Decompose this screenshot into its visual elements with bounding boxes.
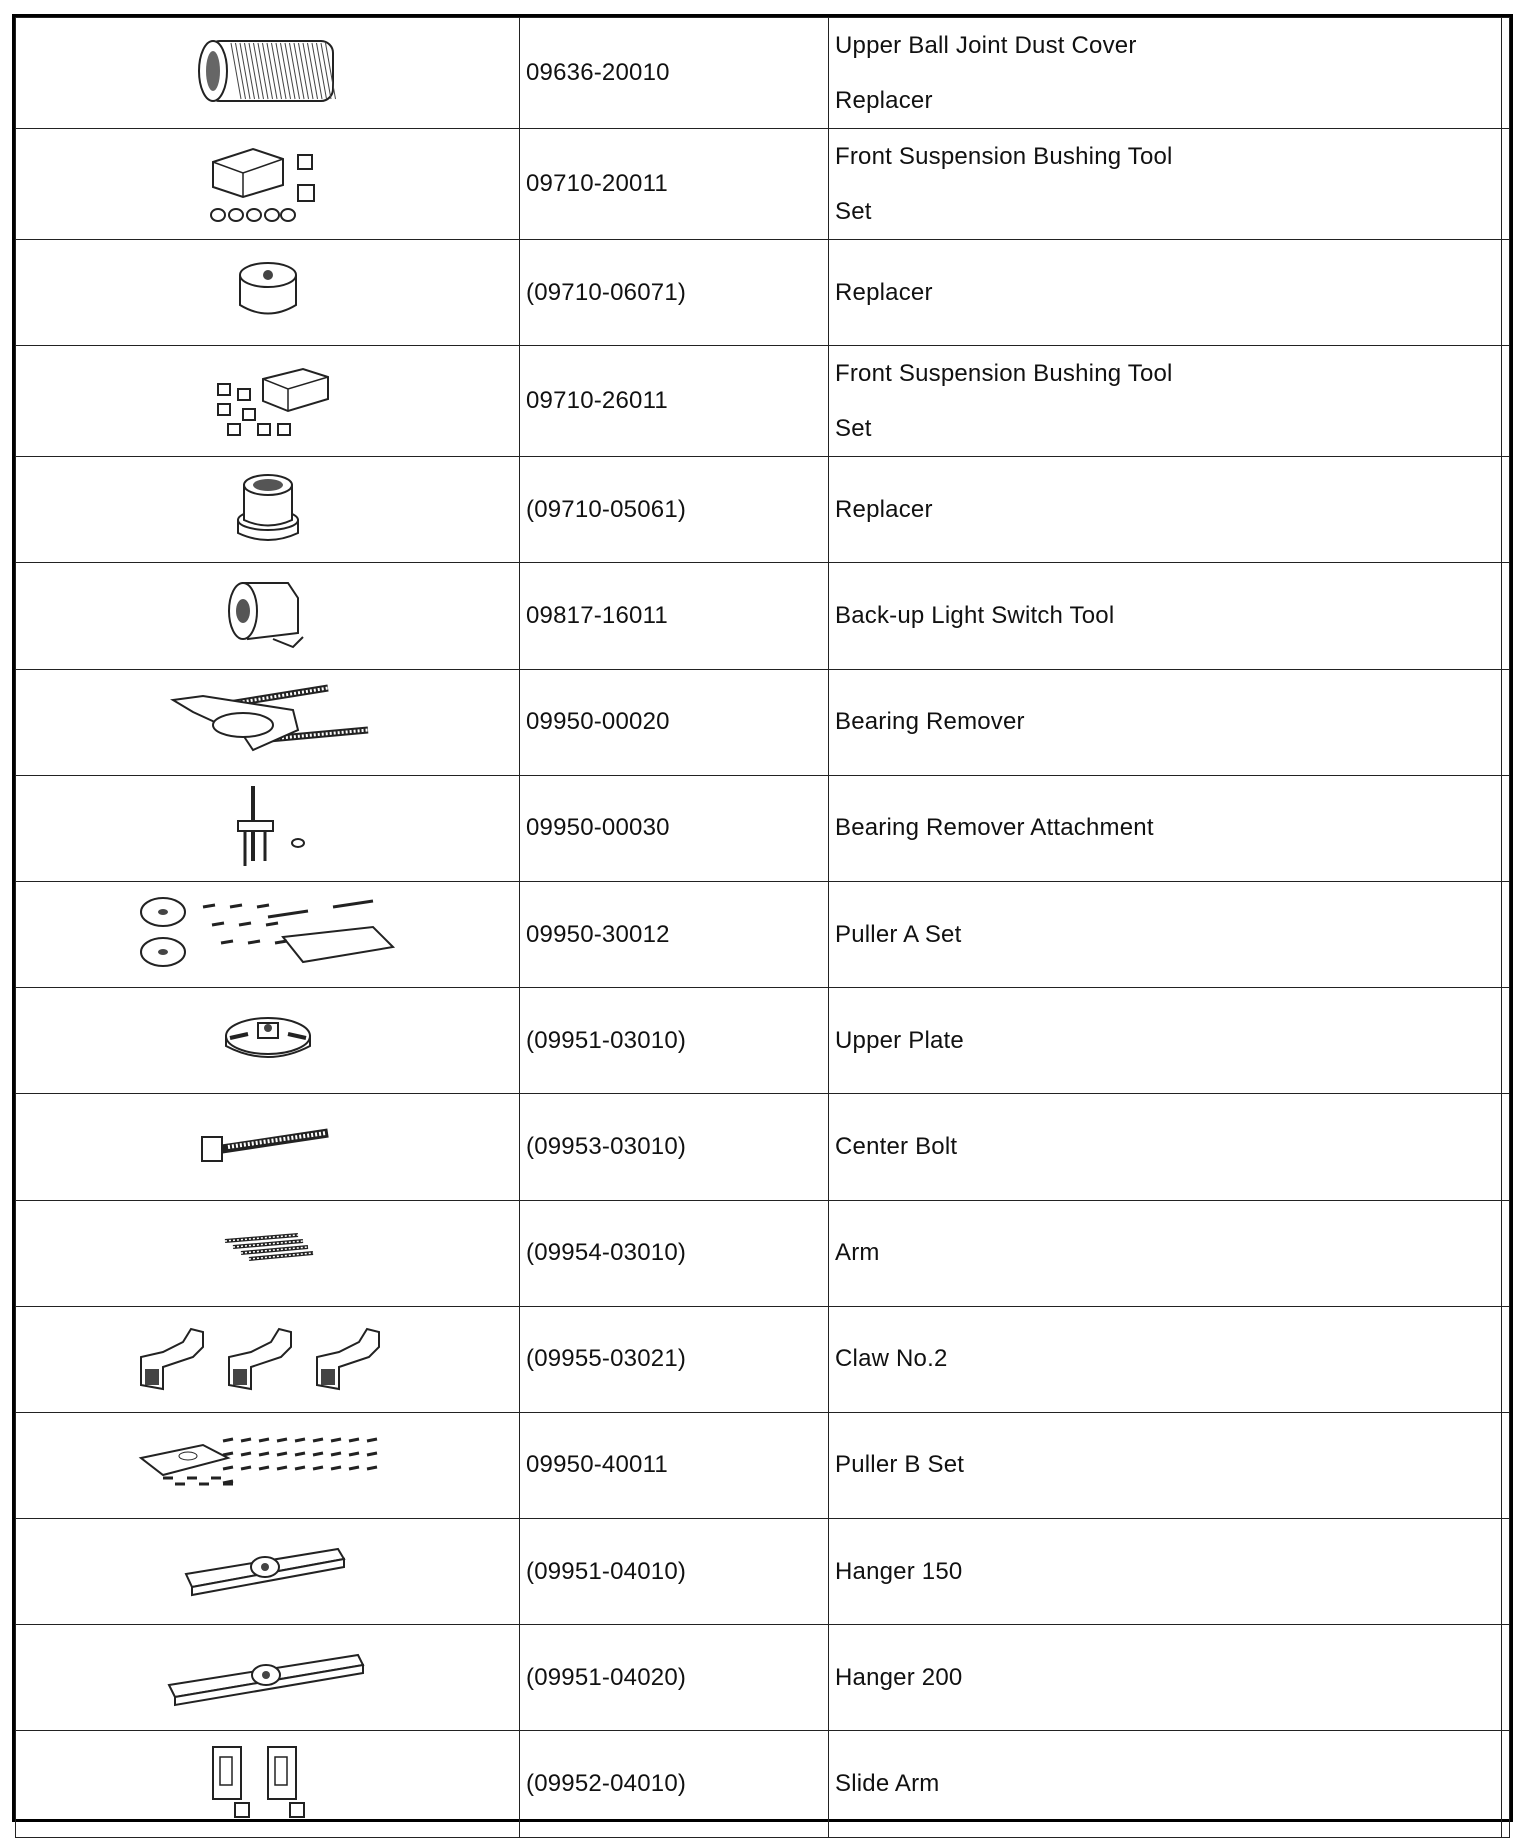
note-cell <box>1502 988 1510 1094</box>
part-number: 09817-16011 <box>520 563 829 669</box>
tool-name-line: Upper Plate <box>835 1026 964 1054</box>
note-cell <box>1502 1625 1510 1731</box>
note-cell <box>1502 1412 1510 1518</box>
part-number: 09950-00020 <box>520 669 829 775</box>
note-cell <box>1502 1306 1510 1412</box>
bushing-tool-set-2-icon <box>188 359 348 439</box>
dust-cover-replacer-icon <box>183 31 353 111</box>
part-number: 09710-20011 <box>520 129 829 240</box>
tool-illustration-cell <box>16 1412 520 1518</box>
switch-tool-socket-icon <box>218 573 318 653</box>
note-cell <box>1502 129 1510 240</box>
part-number: (09710-06071) <box>520 240 829 346</box>
puller-b-set-icon <box>133 1423 403 1503</box>
note-cell <box>1502 563 1510 669</box>
tool-name-cell <box>829 881 1502 987</box>
table-row <box>16 457 1510 563</box>
tool-name-cell <box>829 1094 1502 1200</box>
tool-name-line: Front Suspension Bushing Tool <box>835 360 1173 388</box>
tool-name-line: Hanger 150 <box>835 1557 963 1585</box>
tool-name-cell <box>829 129 1502 240</box>
hanger-200-icon <box>163 1635 373 1715</box>
table-row <box>16 1625 1510 1731</box>
tool-illustration-cell <box>16 1306 520 1412</box>
center-bolt-icon <box>198 1119 338 1169</box>
table-row <box>16 240 1510 346</box>
bushing-tool-set-icon <box>198 137 338 227</box>
tool-name-cell <box>829 563 1502 669</box>
table-row <box>16 1200 1510 1306</box>
replacer-sleeve-icon <box>228 465 308 550</box>
part-number: 09636-20010 <box>520 18 829 129</box>
replacer-cup-icon <box>228 250 308 330</box>
tool-name-line: Hanger 200 <box>835 1663 963 1691</box>
tool-name-line: Bearing Remover <box>835 708 1025 736</box>
part-number: (09951-04010) <box>520 1519 829 1625</box>
slide-arm-icon <box>203 1737 333 1827</box>
table-row <box>16 1306 1510 1412</box>
tool-name-line: Replacer <box>835 278 933 306</box>
note-cell <box>1502 1094 1510 1200</box>
part-number: (09952-04010) <box>520 1731 829 1837</box>
tool-name-line: Claw No.2 <box>835 1345 948 1373</box>
tool-name-line: Bearing Remover Attachment <box>835 814 1154 842</box>
tool-illustration-cell <box>16 881 520 987</box>
tool-name-cell <box>829 346 1502 457</box>
table-row <box>16 881 1510 987</box>
tool-name-cell <box>829 1519 1502 1625</box>
tool-name-line: Upper Ball Joint Dust Cover <box>835 32 1137 59</box>
tool-name-line: Replacer <box>835 495 933 523</box>
tool-illustration-cell <box>16 240 520 346</box>
tool-name-line: Slide Arm <box>835 1770 940 1798</box>
tool-name-line: Set <box>835 198 872 225</box>
table-row <box>16 18 1510 129</box>
tool-name-line: Front Suspension Bushing Tool <box>835 143 1173 170</box>
table-row <box>16 1094 1510 1200</box>
tool-illustration-cell <box>16 457 520 563</box>
note-cell <box>1502 346 1510 457</box>
tool-name-cell <box>829 988 1502 1094</box>
tool-name-line: Back-up Light Switch Tool <box>835 601 1115 629</box>
arm-rods-icon <box>213 1231 323 1271</box>
note-cell <box>1502 881 1510 987</box>
tool-name-cell <box>829 1731 1502 1837</box>
hanger-150-icon <box>178 1529 358 1609</box>
table-row <box>16 129 1510 240</box>
part-number: (09954-03010) <box>520 1200 829 1306</box>
part-number: 09950-30012 <box>520 881 829 987</box>
special-tools-table <box>15 17 1510 1838</box>
tool-name-cell <box>829 240 1502 346</box>
tool-illustration-cell <box>16 346 520 457</box>
note-cell <box>1502 775 1510 881</box>
table-row <box>16 1731 1510 1837</box>
note-cell <box>1502 669 1510 775</box>
tool-name-line: Puller B Set <box>835 1451 965 1479</box>
tool-name-line: Arm <box>835 1239 880 1267</box>
table-row <box>16 563 1510 669</box>
puller-a-set-icon <box>133 887 403 977</box>
tool-illustration-cell <box>16 563 520 669</box>
bearing-remover-attachment-icon <box>223 781 313 871</box>
part-number: (09955-03021) <box>520 1306 829 1412</box>
tool-name-cell <box>829 669 1502 775</box>
tool-illustration-cell <box>16 1731 520 1837</box>
tool-illustration-cell <box>16 1200 520 1306</box>
note-cell <box>1502 1200 1510 1306</box>
table-row <box>16 669 1510 775</box>
tool-illustration-cell <box>16 1625 520 1731</box>
tool-name-cell <box>829 1306 1502 1412</box>
upper-plate-icon <box>218 998 318 1078</box>
note-cell <box>1502 240 1510 346</box>
part-number: (09710-05061) <box>520 457 829 563</box>
note-cell <box>1502 18 1510 129</box>
part-number: (09951-03010) <box>520 988 829 1094</box>
note-cell <box>1502 1519 1510 1625</box>
table-body <box>16 18 1510 1838</box>
tool-illustration-cell <box>16 129 520 240</box>
table-row <box>16 988 1510 1094</box>
tool-name-line: Puller A Set <box>835 920 962 948</box>
claw-no2-icon <box>133 1317 403 1397</box>
table-row <box>16 1412 1510 1518</box>
bearing-remover-icon <box>163 680 373 760</box>
tool-illustration-cell <box>16 1519 520 1625</box>
tool-table-sheet <box>12 14 1513 1822</box>
tool-illustration-cell <box>16 18 520 129</box>
table-row <box>16 1519 1510 1625</box>
tool-name-cell <box>829 1625 1502 1731</box>
part-number: (09953-03010) <box>520 1094 829 1200</box>
part-number: 09950-00030 <box>520 775 829 881</box>
tool-name-cell <box>829 18 1502 129</box>
table-row <box>16 775 1510 881</box>
tool-illustration-cell <box>16 669 520 775</box>
table-row <box>16 346 1510 457</box>
tool-name-cell <box>829 1412 1502 1518</box>
tool-illustration-cell <box>16 988 520 1094</box>
tool-name-cell <box>829 457 1502 563</box>
note-cell <box>1502 1731 1510 1837</box>
part-number: (09951-04020) <box>520 1625 829 1731</box>
tool-name-line: Set <box>835 415 872 443</box>
tool-name-line: Replacer <box>835 87 933 114</box>
part-number: 09710-26011 <box>520 346 829 457</box>
part-number: 09950-40011 <box>520 1412 829 1518</box>
tool-illustration-cell <box>16 1094 520 1200</box>
note-cell <box>1502 457 1510 563</box>
tool-name-cell <box>829 1200 1502 1306</box>
tool-name-line: Center Bolt <box>835 1132 958 1160</box>
tool-name-cell <box>829 775 1502 881</box>
tool-illustration-cell <box>16 775 520 881</box>
